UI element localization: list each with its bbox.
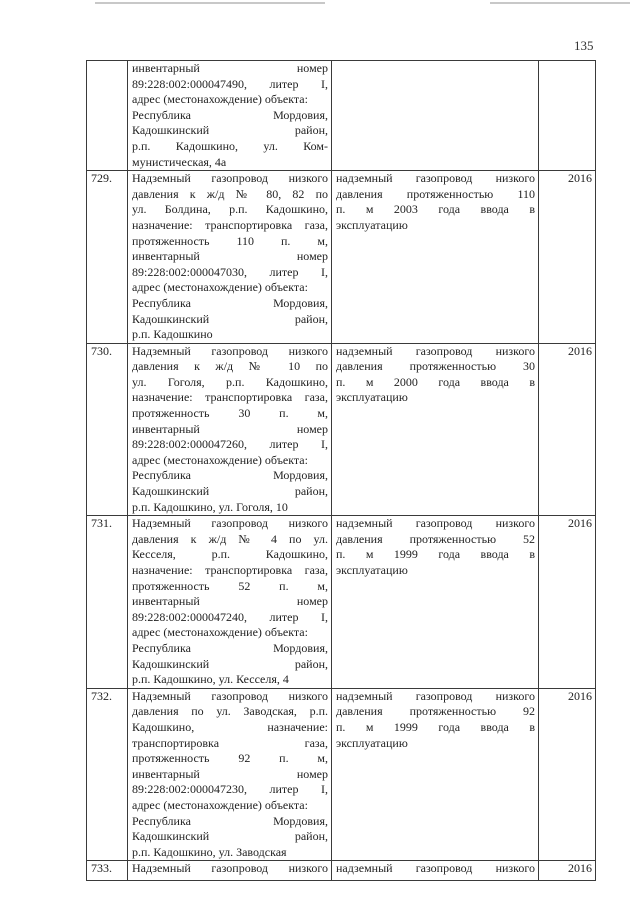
object-description-line: р.п. Кадошкино, ул. Заводская [132,844,287,859]
object-description-line: протяженность 52 п. м, [132,578,328,593]
object-characteristics [332,171,539,344]
row-number: 731. [87,516,128,689]
object-description-line: Кадошкинский район, [132,656,328,671]
object-description-line: Республика Мордовия, [132,813,328,828]
object-description-line: р.п. Кадошкино, ул. Ком- [132,138,328,153]
object-description-line: Республика Мордовия, [132,107,328,122]
object-characteristics-line: п. м 1999 года ввода в [336,547,535,562]
table-row [87,61,596,171]
object-description-line: транспортировка газа, [132,735,328,750]
object-description-line: ул. Гоголя, р.п. Кадошкино, [132,374,328,389]
year-cell: 2016 [539,688,596,861]
object-description [128,61,332,171]
object-characteristics-line: надземный газопровод низкого [336,688,535,703]
object-characteristics-line: п. м 2003 года ввода в [336,202,535,217]
object-description-line: инвентарный номер [132,249,328,264]
object-description-line: Надземный газопровод низкого [132,171,328,186]
object-characteristics [332,343,539,516]
object-description-line: Кадошкинский район, [132,123,328,138]
object-characteristics-line: давления протяженностью 30 [336,359,535,374]
object-description-line: инвентарный номер [132,421,328,436]
object-description-line: Надземный газопровод низкого [132,861,328,876]
object-description-line: Республика Мордовия, [132,640,328,655]
object-description-line: Кадошкинский район, [132,311,328,326]
object-characteristics-line: надземный газопровод низкого [336,861,535,876]
row-number: 729. [87,171,128,344]
object-characteristics [332,861,539,881]
object-description-line: Кадошкино, назначение: [132,719,328,734]
object-characteristics-line: эксплуатацию [336,563,408,577]
row-number [87,61,128,171]
year-cell: 2016 [539,516,596,689]
object-description-line: адрес (местонахождение) объекта: [132,92,308,107]
object-description [128,343,332,516]
register-table-body [87,61,596,881]
object-characteristics [332,61,539,171]
row-number: 733. [87,861,128,881]
object-description-line: 89:228:002:000047260, литер I, [132,437,328,452]
table-row [87,688,596,861]
year-cell: 2016 [539,171,596,344]
object-description-line: ул. Болдина, р.п. Кадошкино, [132,202,328,217]
object-description-line: протяженность 30 п. м, [132,406,328,421]
object-description-line: давления к ж/д № 80, 82 по [132,186,328,201]
object-description-line: Кесселя, р.п. Кадошкино, [132,547,328,562]
object-description-line: адрес (местонахождение) объекта: [132,797,308,812]
object-characteristics-line: п. м 1999 года ввода в [336,719,535,734]
object-description-line: Надземный газопровод низкого [132,516,328,531]
object-description-line: назначение: транспортировка газа, [132,390,328,405]
object-description-line: мунистическая, 4а [132,154,227,169]
table-row [87,861,596,881]
object-characteristics-line: давления протяженностью 52 [336,531,535,546]
scan-artifact-right [490,2,630,4]
object-characteristics-line: п. м 2000 года ввода в [336,374,535,389]
object-characteristics-line: надземный газопровод низкого [336,171,535,186]
object-description-line: давления к ж/д № 10 по [132,359,328,374]
object-description-line: инвентарный номер [132,594,328,609]
object-characteristics-line: надземный газопровод низкого [336,516,535,531]
object-description-line: давления к ж/д № 4 по ул. [132,531,328,546]
year-cell: 2016 [539,861,596,881]
object-description-line: назначение: транспортировка газа, [132,563,328,577]
object-description-line: протяженность 92 п. м, [132,751,328,766]
year-cell [539,61,596,171]
row-number: 732. [87,688,128,861]
object-description-line: Кадошкинский район, [132,484,328,499]
object-characteristics-line: эксплуатацию [336,217,408,232]
object-characteristics [332,516,539,689]
object-description-line: протяженность 110 п. м, [132,233,328,248]
object-description-line: р.п. Кадошкино [132,327,213,342]
object-description-line: 89:228:002:000047230, литер I, [132,782,328,797]
object-characteristics-line: давления протяженностью 110 [336,186,535,201]
year-cell: 2016 [539,343,596,516]
object-characteristics-line: эксплуатацию [336,390,408,405]
object-description-line: адрес (местонахождение) объекта: [132,452,308,467]
object-description-line: инвентарный номер [132,766,328,781]
object-description-line: Республика Мордовия, [132,295,328,310]
object-description-line: Республика Мордовия, [132,468,328,483]
object-description-line: р.п. Кадошкино, ул. Кесселя, 4 [132,672,289,687]
scan-artifact-left [95,2,325,4]
object-description-line: Надземный газопровод низкого [132,688,328,703]
object-description [128,861,332,881]
object-characteristics-line: эксплуатацию [336,735,408,750]
table-row [87,516,596,689]
table-row [87,171,596,344]
object-description-line: адрес (местонахождение) объекта: [132,625,308,640]
object-description [128,516,332,689]
object-description [128,171,332,344]
row-number: 730. [87,343,128,516]
object-characteristics-line: надземный газопровод низкого [336,343,535,358]
object-description-line: Кадошкинский район, [132,829,328,844]
object-description-line: 89:228:002:000047030, литер I, [132,264,328,279]
object-description-line: адрес (местонахождение) объекта: [132,280,308,295]
object-characteristics [332,688,539,861]
object-description-line: назначение: транспортировка газа, [132,217,328,232]
object-description-line: р.п. Кадошкино, ул. Гоголя, 10 [132,499,288,514]
property-register-table [86,60,596,881]
object-description [128,688,332,861]
object-description-line: 89:228:002:000047240, литер I, [132,609,328,624]
object-description-line: 89:228:002:000047490, литер I, [132,76,328,91]
object-description-line: давления по ул. Заводская, р.п. [132,704,328,719]
page-number: 135 [574,38,594,53]
object-description-line: Надземный газопровод низкого [132,343,328,358]
object-characteristics-line: давления протяженностью 92 [336,704,535,719]
object-description-line: инвентарный номер [132,61,328,75]
table-row [87,343,596,516]
